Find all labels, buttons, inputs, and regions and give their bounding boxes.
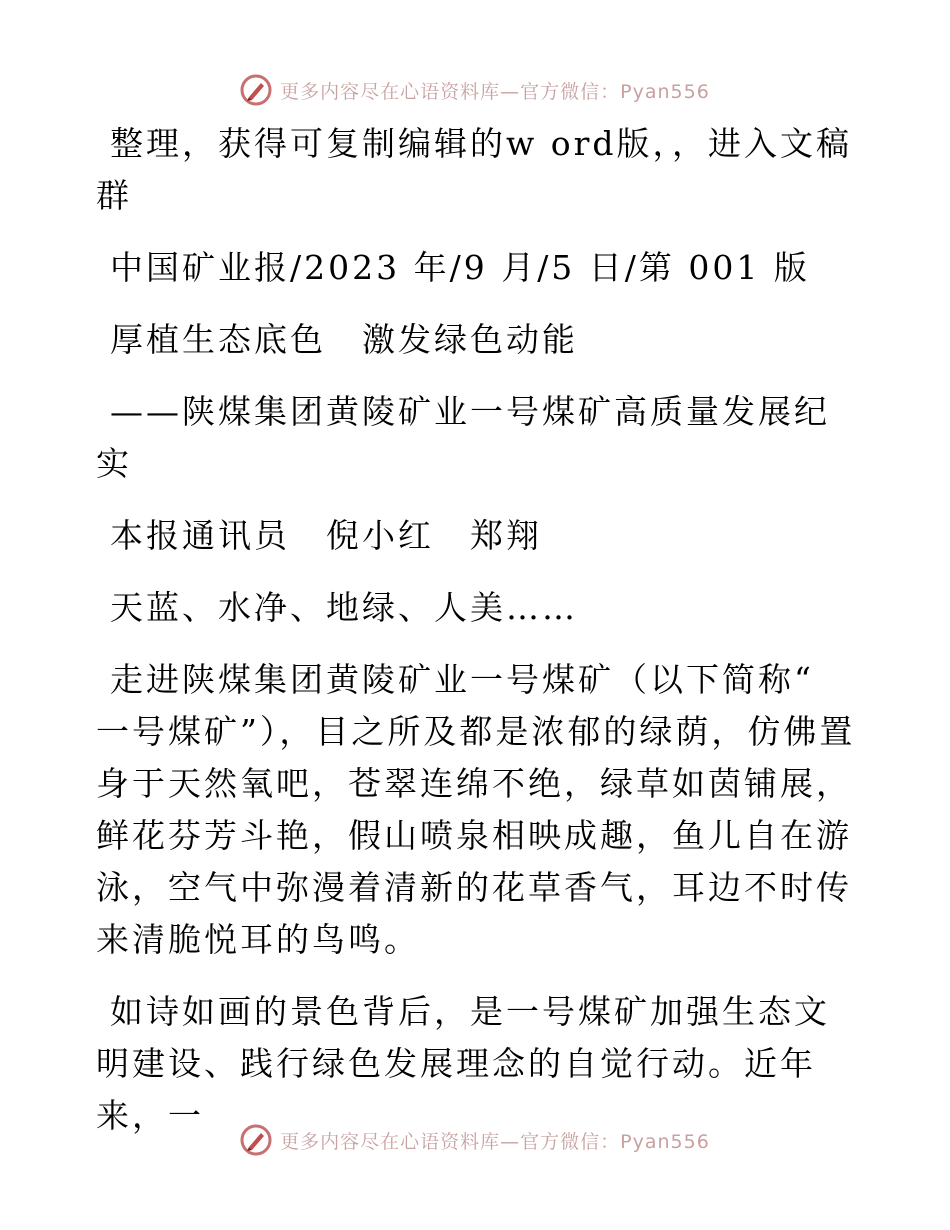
watermark-text: 更多内容尽在心语资料库—官方微信：Pyan556 <box>280 80 710 103</box>
document-body <box>96 118 856 1162</box>
paragraph-source: 中国矿业报/2023 年/9 月/5 日/第 001 版 <box>110 248 810 287</box>
pen-logo-icon <box>240 74 272 106</box>
article-byline: 本报通讯员 倪小红 郑翔 <box>110 516 542 555</box>
paragraph-body-1: 走进陕煤集团黄陵矿业一号煤矿（以下简称“ 一号煤矿”），目之所及都是浓郁的绿荫，仿佛置身于天然氧吧，苍翠连绵不绝，绿草如茵铺展，鲜花芬芳斗艳，假山喷泉相映成趣，鱼儿自在游泳，空气中弥漫着清新的花草香气，耳边不时传来清脆悦耳的鸟鸣。 <box>96 660 856 959</box>
header-watermark <box>0 70 950 110</box>
watermark-text: 更多内容尽在心语资料库—官方微信：Pyan556 <box>280 1130 710 1153</box>
article-title: 厚植生态底色 激发绿色动能 <box>110 320 578 359</box>
pen-logo-icon <box>240 1124 272 1156</box>
paragraph-opening: 天蓝、水净、地绿、人美…… <box>110 588 578 627</box>
paragraph-intro: 整理，获得可复制编辑的w ord版，，进入文稿群 <box>96 124 853 215</box>
footer-watermark <box>0 1120 950 1160</box>
article-subtitle: ——陕煤集团黄陵矿业一号煤矿高质量发展纪实 <box>96 392 830 483</box>
paragraph-body-2: 如诗如画的景色背后，是一号煤矿加强生态文明建设、践行绿色发展理念的自觉行动。近年来，一 <box>96 992 830 1135</box>
